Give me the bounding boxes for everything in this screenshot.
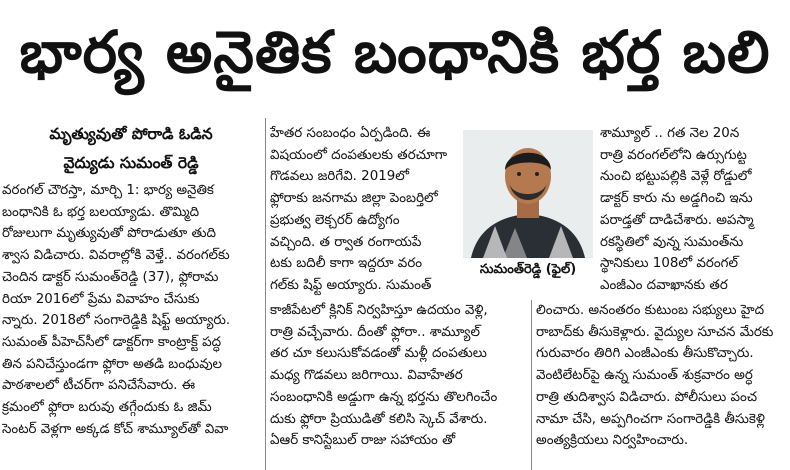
- headline: భార్య అనైతిక బంధానికి భర్త బలి: [19, 17, 771, 86]
- article-line: మధ్య గొడవలు జరిగాయి. వివాహేతర: [270, 368, 463, 384]
- article-line: విషయంలో దంపతులకు తరచూగా: [270, 147, 448, 163]
- article-line: స్థానికులు 108లో వరంగల్: [600, 256, 738, 272]
- article-line: వరంగల్ చౌరస్తా, మార్చి 1: భార్య అనైతిక: [2, 183, 214, 198]
- article-line: రకస్థితిలో వున్న సుమంత్‌ను: [600, 234, 744, 250]
- article-line: న్నారు. 2018లో సంగారెడ్డికి షిఫ్ట్ అయ్యారు.: [2, 313, 231, 329]
- article-line: బంధానికి ఓ భర్త బలయ్యాడు. తొమ్మిది: [2, 204, 200, 220]
- portrait-photo: [463, 130, 593, 258]
- article-line: రియా 2016లో ప్రేమ వివాహం చేసుకు: [2, 291, 200, 307]
- article-line: పాఠశాలలో టీచర్‌గా పనిచేసేవారు. ఈ: [2, 378, 196, 394]
- article-line: రాబాద్‌కు తీసుకెళ్లారు. వైద్యుల సూచన మేరకు: [536, 324, 774, 340]
- article-column-1: [2, 118, 260, 470]
- article-line: హేతర సంబంధం ఏర్పడింది. ఈ: [270, 126, 431, 141]
- subheadline-line: వైద్యుడు సుమంత్ రెడ్డి: [63, 154, 199, 172]
- article-line: గల్‌కు షిఫ్ట్ అయ్యారు. సుమంత్: [270, 277, 432, 293]
- article-line: తర చూ కలుసుకోవడంతో మళ్లీ దంపతులు: [270, 346, 487, 362]
- article-line: నామా చేసి, అప్పగించగా సంగారెడ్డికి తీసుకెళ్లి: [536, 411, 765, 427]
- article-line: రోజులుగా మృత్యువుతో పోరాడుతూ తుది: [2, 226, 217, 242]
- article-line: టకు బదిలీ కాగా ఇద్దరూ వరం: [270, 256, 423, 272]
- article-line: చెందిన డాక్టర్ సుమంత్‌రెడ్డి (37), ఫ్లోరామ: [2, 269, 219, 285]
- article-line: సంబంధానికి అడ్డుగా ఉన్న భర్తను తొలగించేం: [270, 389, 498, 405]
- article-line: సెంటర్ వెళ్లగా అక్కడ కోచ్ శామ్యూల్‌తో వివా: [2, 421, 229, 437]
- article-column-2-top: [270, 123, 460, 301]
- article-line: నుంచి భట్టుపల్లికి వెళ్లే రోడ్డులో: [600, 169, 752, 185]
- article-line: గొడవలు జరిగేవి. 2019లో: [270, 169, 410, 185]
- article-line: పరాడ్తతో దాడిచేశారు. అపస్మా: [600, 212, 754, 228]
- article-line: రాత్రి వరంగల్‌లోని ఉర్సుగుట్ట: [600, 147, 747, 163]
- subheadline-line: మృత్యువుతో పోరాడి ఓడిన: [49, 125, 213, 143]
- article-line: వెంటిలేటర్‌పై ఉన్న సుమంత్ శుక్రవారం అర్ధ: [536, 368, 753, 384]
- article-line: ప్రభుత్వ లెక్చరర్ ఉద్యోగం: [270, 212, 400, 228]
- article-line: శామ్యూల్ .. గత నెల 20న: [600, 126, 740, 141]
- article-line: కాజీపేటలో క్లినిక్ నిర్వహిస్తూ ఉదయం వెళ్లి,: [270, 303, 488, 318]
- article-line: లించారు. అనంతరం కుటుంబ సభ్యులు హైద: [536, 303, 765, 318]
- article-line: తిన పనిచేస్తుండగా ఫ్లోరా అతడి బంధువుల: [2, 356, 223, 372]
- article-column-3-top: [600, 123, 790, 301]
- person-image: [463, 130, 593, 258]
- article-line: అంత్యక్రియలు నిర్వహించారు.: [536, 433, 689, 449]
- article-line: రాత్రి వచ్చేవారు. దీంతో ఫ్లోరా.. శామ్యూల్: [270, 324, 480, 340]
- article-line: గురువారం తిరిగి ఎంజీఎంకు తీసుకొచ్చారు.: [536, 346, 754, 362]
- article-line: సుమంత్ పీహెచ్‌సీలో డాక్టర్‌గా కాంట్రాక్ట్ పద్ధ: [2, 334, 222, 350]
- article-line: ఎంజీఎం దవాఖానకు తర: [600, 277, 728, 293]
- article-line: శ్వాస విడిచారు. వివరాల్లోకి వెళ్తే.. వరంగల్‌కు: [2, 248, 230, 264]
- article-line: ఫ్లోరాకు జనగామ జిల్లా పెంబర్తిలో: [270, 191, 438, 207]
- article-line: డాక్టర్ కారు ను అడ్డగించి ఇను: [600, 191, 753, 207]
- article-line: రాత్రి తుదిశ్వాస విడిచారు. పోలీసులు పంచ: [536, 389, 758, 405]
- article-line: దుకు ఫ్లోరా ప్రియుడితో కలిసి స్కెచ్ వేశారు.: [270, 411, 488, 427]
- article-line: ఏఆర్ కానిస్టేబుల్ రాజు సహాయం తో: [270, 433, 456, 449]
- article-body: [2, 180, 260, 440]
- column-divider: [265, 118, 266, 470]
- article-line: క్రమంలో ఫ్లోరా బరువు తగ్గేందుకు ఓ జిమ్: [2, 400, 212, 416]
- subheadline: [2, 118, 260, 180]
- article-line: వచ్చింది. త ర్వాత రంగాయపే: [270, 234, 422, 250]
- article-column-3-bottom: [536, 300, 790, 470]
- photo-caption: సుమంత్‌రెడ్డి (ఫైల్): [479, 262, 577, 277]
- article-column-2-bottom: [270, 300, 532, 470]
